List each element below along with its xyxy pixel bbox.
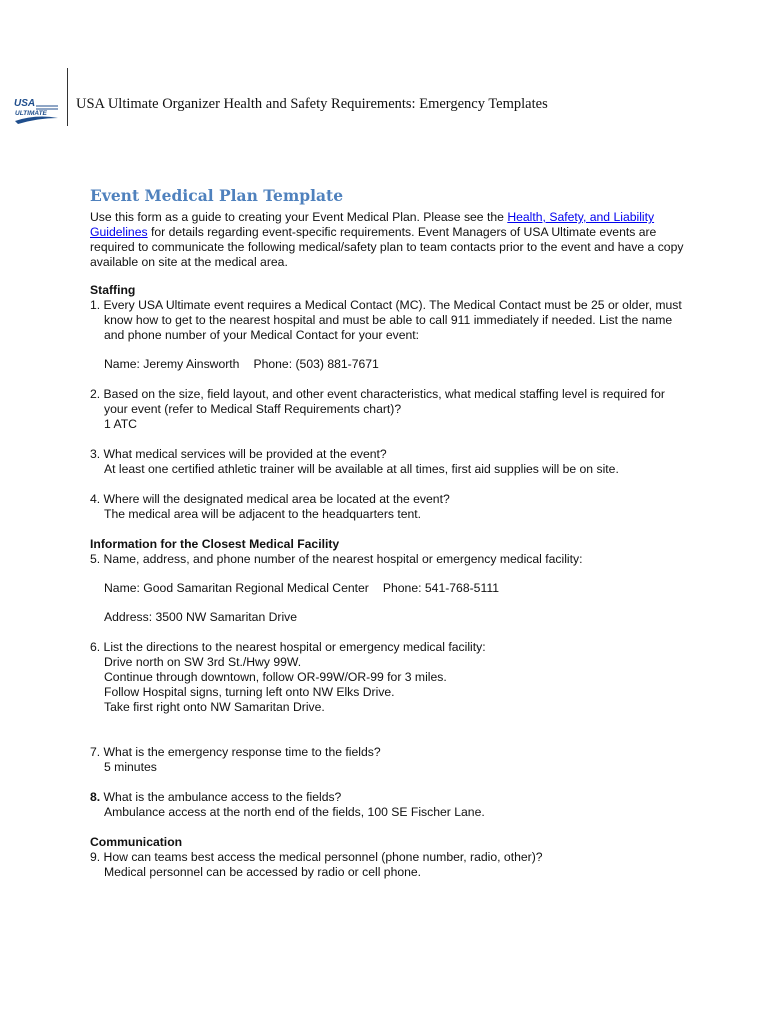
question-3-block	[90, 447, 690, 477]
direction-line: Continue through downtown, follow OR-99W/OR-99 for 3 miles.	[104, 670, 447, 684]
document-body	[90, 186, 690, 895]
facility-heading: Information for the Closest Medical Facility	[90, 537, 340, 551]
question-7: 7. What is the emergency response time to the fields?	[90, 745, 381, 759]
guidelines-link[interactable]: Health, Safety, and Liability Guidelines	[90, 210, 655, 239]
staffing-section	[90, 283, 690, 372]
facility-address: Address: 3500 NW Samaritan Drive	[104, 610, 298, 624]
facility-section	[90, 537, 690, 625]
question-4-block	[90, 492, 690, 522]
question-8-number: 8.	[90, 790, 101, 804]
direction-line: Take first right onto NW Samaritan Drive.	[104, 700, 325, 714]
answer-4: The medical area will be adjacent to the headquarters tent.	[104, 507, 422, 521]
facility-name: Name: Good Samaritan Regional Medical Center	[104, 581, 369, 595]
question-2: 2. Based on the size, field layout, and other event characteristics, what medical staffing level is required for your event (refer to Medical Staff Requirements chart)?	[90, 387, 665, 416]
intro-paragraph	[90, 210, 690, 270]
header-title: USA Ultimate Organizer Health and Safety Requirements: Emergency Templates	[76, 96, 548, 112]
medical-contact-name: Name: Jeremy Ainsworth	[104, 357, 240, 371]
question-3: 3. What medical services will be provided at the event?	[90, 447, 387, 461]
answer-2: 1 ATC	[104, 417, 137, 431]
facility-phone: Phone: 541-768-5111	[382, 581, 499, 595]
answer-8: Ambulance access at the north end of the fields, 100 SE Fischer Lane.	[104, 805, 485, 819]
intro-text-start: Use this form as a guide to creating your Event Medical Plan. Please see the	[90, 210, 508, 224]
logo-swoosh	[15, 117, 58, 124]
question-4: 4. Where will the designated medical area be located at the event?	[90, 492, 450, 506]
question-5: 5. Name, address, and phone number of the nearest hospital or emergency medical facility:	[90, 552, 583, 566]
answer-1	[90, 357, 690, 372]
answer-5-name-phone	[90, 581, 690, 596]
page-header	[0, 0, 770, 140]
medical-contact-phone: Phone: (503) 881-7671	[253, 357, 379, 371]
question-6: 6. List the directions to the nearest hospital or emergency medical facility:	[90, 640, 486, 654]
question-6-block	[90, 640, 690, 715]
logo-text-top: USA	[14, 98, 36, 109]
answer-3: At least one certified athletic trainer will be available at all times, first aid supplies will be on site.	[104, 462, 619, 476]
question-2-block	[90, 387, 690, 432]
question-1: 1. Every USA Ultimate event requires a Medical Contact (MC). The Medical Contact must be 25 or older, must know how to get to the nearest hospital and must be able to call 911 immediately if needed. List the name and phone number of your Medical Contact for your event:	[90, 298, 682, 342]
logo-text-bottom: ULTIMATE	[15, 110, 47, 117]
question-7-block	[90, 745, 690, 775]
question-9: 9. How can teams best access the medical personnel (phone number, radio, other)?	[90, 850, 543, 864]
direction-line: Drive north on SW 3rd St./Hwy 99W.	[104, 655, 302, 669]
answer-7: 5 minutes	[104, 760, 157, 774]
intro-text-end: for details regarding event-specific requirements. Event Managers of USA Ultimate events are required to communicate the following medical/safety plan to team contacts prior to the event and have a copy available on site at the medical area.	[90, 225, 684, 269]
communication-heading: Communication	[90, 835, 183, 849]
question-8-text: What is the ambulance access to the fields?	[100, 790, 342, 804]
question-8-block	[90, 790, 690, 820]
staffing-heading: Staffing	[90, 283, 136, 297]
question-8	[90, 790, 690, 805]
usa-ultimate-logo	[12, 94, 60, 126]
answer-9: Medical personnel can be accessed by radio or cell phone.	[104, 865, 422, 879]
header-divider	[67, 68, 68, 126]
document-title: Event Medical Plan Template	[90, 186, 344, 205]
communication-section	[90, 835, 690, 880]
direction-line: Follow Hospital signs, turning left onto NW Elks Drive.	[104, 685, 395, 699]
